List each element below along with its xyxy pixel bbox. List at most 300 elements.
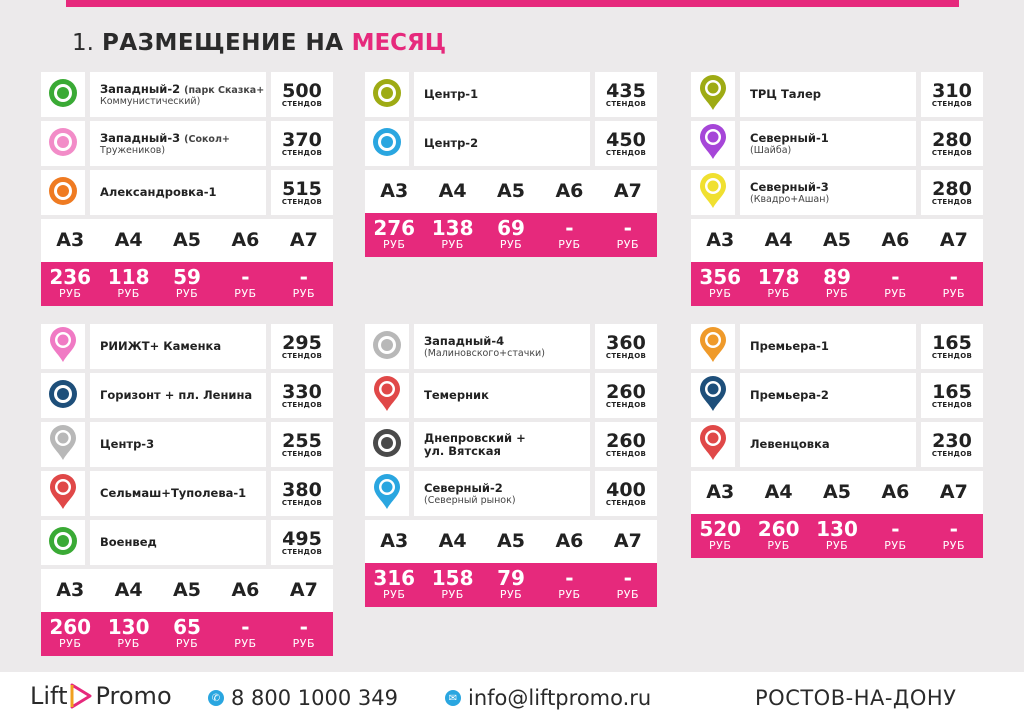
price-currency: РУБ — [558, 238, 581, 251]
location-name-text: Александровка-1 — [100, 185, 217, 199]
location-name — [100, 487, 266, 500]
location-name-text: Центр-2 — [424, 136, 479, 150]
stand-count: 435 — [606, 79, 646, 102]
stand-count-unit: СТЕНДОВ — [281, 449, 323, 458]
location-name-text: Северный-3 — [750, 179, 829, 194]
location-name — [424, 389, 590, 402]
stand-count-cell — [271, 170, 333, 215]
location-name-cell — [90, 324, 266, 369]
stand-count-unit: СТЕНДОВ — [605, 99, 647, 108]
stand-count-cell — [921, 422, 983, 467]
price-value: 178 — [757, 265, 800, 289]
price-cell — [749, 514, 807, 558]
pin-marker-icon — [699, 173, 727, 213]
location-name-cell — [90, 72, 266, 117]
size-label: A3 — [706, 229, 735, 251]
location-name-cell — [90, 373, 266, 418]
location-row — [41, 121, 333, 166]
price-cell — [808, 514, 866, 558]
location-row — [41, 422, 333, 467]
price-value: - — [299, 265, 308, 289]
pin-marker-icon — [373, 376, 401, 416]
location-group-6 — [691, 324, 983, 558]
price-value: - — [241, 615, 250, 639]
location-name-text: Днепровский + — [424, 430, 526, 445]
marker-cell — [41, 422, 85, 467]
location-detail: (Шайба) — [750, 144, 792, 156]
phone-icon: ✆ — [208, 690, 224, 706]
location-detail: (Малиновского+стачки) — [424, 347, 545, 359]
stand-count: 500 — [282, 79, 322, 102]
stand-count-cell — [271, 324, 333, 369]
price-currency: РУБ — [292, 287, 316, 300]
price-cell — [599, 213, 657, 257]
stand-count: 400 — [606, 478, 646, 501]
price-cell — [365, 563, 423, 607]
email-text: info@liftpromo.ru — [468, 686, 652, 710]
location-name — [424, 482, 590, 495]
price-cell — [99, 262, 157, 306]
footer — [0, 672, 1024, 725]
location-name-text: Западный-2 — [100, 81, 181, 96]
price-cell — [365, 213, 423, 257]
size-label: A5 — [823, 229, 851, 251]
size-label: A7 — [289, 229, 318, 251]
stand-count: 450 — [606, 128, 646, 151]
location-row — [41, 72, 333, 117]
stand-count-unit: СТЕНДОВ — [931, 197, 973, 206]
location-name-cell — [740, 170, 916, 215]
size-label: A4 — [438, 530, 467, 552]
location-name-cell — [740, 324, 916, 369]
location-name — [424, 432, 590, 445]
location-name-cell — [740, 422, 916, 467]
stand-count-cell — [595, 373, 657, 418]
location-name-text: Темерник — [424, 388, 489, 402]
price-cell — [99, 612, 157, 656]
location-name — [750, 389, 916, 402]
pin-marker-icon — [49, 327, 77, 367]
price-currency: РУБ — [383, 238, 406, 251]
location-detail: Тружеников) — [100, 144, 166, 156]
price-value: - — [891, 517, 900, 541]
location-group-3 — [691, 72, 983, 306]
price-value: 236 — [49, 265, 92, 289]
stand-count-cell — [595, 471, 657, 516]
location-group-1 — [41, 72, 333, 306]
location-name-cell — [414, 72, 590, 117]
price-currency: РУБ — [558, 588, 581, 601]
location-group-4 — [41, 324, 333, 656]
price-cell — [599, 563, 657, 607]
stand-count-unit: СТЕНДОВ — [281, 498, 323, 507]
stand-count-cell — [271, 121, 333, 166]
title-accent: МЕСЯЦ — [351, 30, 447, 56]
stand-count-cell — [921, 72, 983, 117]
stand-count: 280 — [932, 128, 972, 151]
location-row — [365, 373, 657, 418]
circle-marker-icon — [48, 176, 78, 210]
location-detail: (Квадро+Ашан) — [750, 193, 830, 205]
format-sizes-row — [365, 170, 657, 213]
logo-text-promo: Promo — [95, 682, 172, 710]
price-currency: РУБ — [884, 539, 907, 552]
location-name — [750, 340, 916, 353]
size-label: A6 — [231, 579, 260, 601]
location-detail-inline: (Сокол+ — [184, 133, 230, 145]
circle-marker-icon — [372, 127, 402, 161]
price-cell — [866, 514, 924, 558]
size-label: A4 — [764, 229, 793, 251]
size-label: A7 — [939, 229, 968, 251]
price-cell — [925, 262, 983, 306]
location-row — [691, 121, 983, 166]
location-name-text: Горизонт + пл. Ленина — [100, 388, 253, 402]
price-value: - — [891, 265, 900, 289]
circle-marker-icon — [48, 78, 78, 112]
pin-marker-icon — [373, 474, 401, 514]
price-cell — [275, 612, 333, 656]
footer-phone[interactable] — [208, 686, 398, 710]
price-value: 79 — [497, 566, 525, 590]
stand-count-unit: СТЕНДОВ — [281, 547, 323, 556]
location-name-text: Западный-3 — [100, 130, 181, 145]
price-cell — [691, 514, 749, 558]
pin-marker-icon — [699, 376, 727, 416]
stand-count-cell — [271, 72, 333, 117]
price-value: - — [949, 265, 958, 289]
price-currency: РУБ — [234, 637, 257, 650]
price-currency: РУБ — [884, 287, 907, 300]
price-currency: РУБ — [175, 287, 199, 300]
price-value: 89 — [823, 265, 851, 289]
location-row — [691, 324, 983, 369]
circle-marker-icon — [48, 526, 78, 560]
size-label: A7 — [289, 579, 318, 601]
stand-count-cell — [921, 373, 983, 418]
title-number: 1. — [72, 30, 94, 56]
size-label: A4 — [114, 229, 143, 251]
size-label: A5 — [497, 180, 525, 202]
stand-count-unit: СТЕНДОВ — [605, 449, 647, 458]
stand-count: 495 — [282, 527, 322, 550]
page-title — [72, 30, 446, 56]
mail-icon: ✉ — [445, 690, 461, 706]
marker-cell — [41, 520, 85, 565]
marker-cell — [41, 324, 85, 369]
stand-count: 165 — [932, 380, 972, 403]
marker-cell — [365, 471, 409, 516]
location-name — [100, 438, 266, 451]
price-value: - — [565, 566, 574, 590]
location-name-cell — [740, 72, 916, 117]
marker-cell — [41, 121, 85, 166]
pin-marker-icon — [699, 327, 727, 367]
price-value: 316 — [373, 566, 416, 590]
stand-count-cell — [595, 72, 657, 117]
location-name-text: РИИЖТ+ Каменка — [100, 339, 222, 353]
pin-marker-icon — [49, 474, 77, 514]
price-value: 260 — [757, 517, 800, 541]
location-row — [41, 373, 333, 418]
location-name — [424, 137, 590, 150]
stand-count-unit: СТЕНДОВ — [281, 148, 323, 157]
location-row — [365, 324, 657, 369]
location-name — [100, 186, 266, 199]
stand-count-unit: СТЕНДОВ — [281, 400, 323, 409]
top-accent-bar — [66, 0, 959, 7]
logo-text-lift: Lift — [30, 682, 68, 710]
pin-marker-icon — [699, 425, 727, 465]
stand-count-unit: СТЕНДОВ — [931, 449, 973, 458]
price-value: 260 — [49, 615, 92, 639]
stand-count-unit: СТЕНДОВ — [281, 99, 323, 108]
stand-count-cell — [271, 520, 333, 565]
format-sizes-row — [41, 219, 333, 262]
size-label: A6 — [231, 229, 260, 251]
price-cell — [41, 262, 99, 306]
location-group-5 — [365, 324, 657, 607]
location-row — [691, 72, 983, 117]
price-cell — [691, 262, 749, 306]
price-value: 130 — [816, 517, 858, 541]
stand-count: 370 — [282, 128, 322, 151]
location-name-line2: ул. Вятская — [424, 443, 501, 458]
size-label: A5 — [497, 530, 525, 552]
price-row — [41, 612, 333, 656]
location-name — [100, 132, 266, 145]
price-value: - — [623, 566, 632, 590]
price-cell — [423, 563, 481, 607]
price-value: 158 — [431, 566, 474, 590]
format-sizes-row — [691, 219, 983, 262]
stand-count-unit: СТЕНДОВ — [281, 351, 323, 360]
stand-count-cell — [921, 121, 983, 166]
circle-marker-icon — [48, 127, 78, 161]
pin-marker-icon — [699, 75, 727, 115]
location-name-cell — [740, 373, 916, 418]
marker-cell — [41, 471, 85, 516]
price-currency: РУБ — [942, 539, 966, 552]
price-row — [691, 514, 983, 558]
marker-cell — [365, 121, 409, 166]
price-cell — [749, 262, 807, 306]
stand-count: 515 — [282, 177, 322, 200]
price-currency: РУБ — [709, 287, 732, 300]
price-value: - — [565, 216, 574, 240]
price-currency: РУБ — [825, 287, 849, 300]
price-currency: РУБ — [616, 238, 640, 251]
price-value: 520 — [699, 517, 742, 541]
price-cell — [275, 262, 333, 306]
pin-marker-icon — [49, 425, 77, 465]
size-label: A6 — [555, 180, 584, 202]
location-name-cell — [740, 121, 916, 166]
location-name-text: Сельмаш+Туполева-1 — [100, 486, 247, 500]
marker-cell — [365, 72, 409, 117]
price-currency: РУБ — [441, 588, 464, 601]
location-row — [691, 373, 983, 418]
stand-count-cell — [921, 170, 983, 215]
location-name-cell — [90, 121, 266, 166]
size-label: A3 — [380, 530, 409, 552]
price-cell — [482, 213, 540, 257]
stand-count-unit: СТЕНДОВ — [605, 498, 647, 507]
location-row — [41, 471, 333, 516]
price-cell — [41, 612, 99, 656]
price-cell — [158, 262, 216, 306]
price-cell — [808, 262, 866, 306]
city-label: РОСТОВ-НА-ДОНУ — [755, 686, 957, 710]
brand-logo[interactable] — [30, 682, 172, 710]
price-value: 138 — [431, 216, 474, 240]
phone-text: 8 800 1000 349 — [231, 686, 398, 710]
circle-marker-icon — [372, 428, 402, 462]
price-currency: РУБ — [59, 637, 82, 650]
location-name-cell — [414, 121, 590, 166]
circle-marker-icon — [372, 78, 402, 112]
price-cell — [866, 262, 924, 306]
price-currency: РУБ — [383, 588, 406, 601]
price-currency: РУБ — [942, 287, 966, 300]
stand-count-unit: СТЕНДОВ — [931, 400, 973, 409]
location-name-cell — [414, 373, 590, 418]
price-currency: РУБ — [441, 238, 464, 251]
stand-count: 230 — [932, 429, 972, 452]
stand-count: 165 — [932, 331, 972, 354]
size-label: A3 — [380, 180, 409, 202]
location-row — [41, 520, 333, 565]
location-name-cell — [414, 422, 590, 467]
price-currency: РУБ — [709, 539, 732, 552]
location-name — [750, 438, 916, 451]
marker-cell — [41, 72, 85, 117]
price-row — [41, 262, 333, 306]
size-label: A7 — [613, 530, 642, 552]
stand-count: 360 — [606, 331, 646, 354]
location-row — [365, 121, 657, 166]
marker-cell — [365, 324, 409, 369]
price-value: 59 — [173, 265, 201, 289]
size-label: A3 — [56, 579, 85, 601]
price-currency: РУБ — [59, 287, 82, 300]
stand-count: 295 — [282, 331, 322, 354]
price-cell — [216, 262, 274, 306]
price-value: 69 — [497, 216, 525, 240]
price-currency: РУБ — [499, 588, 523, 601]
marker-cell — [691, 121, 735, 166]
price-currency: РУБ — [767, 287, 790, 300]
marker-cell — [691, 373, 735, 418]
location-name-cell — [90, 170, 266, 215]
stand-count-cell — [271, 422, 333, 467]
stand-count: 380 — [282, 478, 322, 501]
location-name-text: Премьера-1 — [750, 339, 829, 353]
location-row — [365, 72, 657, 117]
location-name-text: Военвед — [100, 535, 157, 549]
marker-cell — [691, 324, 735, 369]
location-name-text: ТРЦ Талер — [750, 87, 822, 101]
location-name — [100, 340, 266, 353]
stand-count: 280 — [932, 177, 972, 200]
size-label: A3 — [706, 481, 735, 503]
size-label: A4 — [764, 481, 793, 503]
price-cell — [925, 514, 983, 558]
marker-cell — [365, 422, 409, 467]
price-cell — [540, 563, 598, 607]
location-name-cell — [90, 471, 266, 516]
location-name — [424, 88, 590, 101]
stand-count-unit: СТЕНДОВ — [605, 400, 647, 409]
location-name-text: Западный-4 — [424, 333, 505, 348]
location-name — [100, 389, 266, 402]
stand-count: 310 — [932, 79, 972, 102]
location-group-2 — [365, 72, 657, 257]
play-logo-icon — [69, 683, 93, 709]
location-row — [41, 324, 333, 369]
location-name-text: Северный-1 — [750, 130, 829, 145]
stand-count: 255 — [282, 429, 322, 452]
stand-count-cell — [921, 324, 983, 369]
price-value: 65 — [173, 615, 201, 639]
stand-count-cell — [271, 471, 333, 516]
circle-marker-icon — [372, 330, 402, 364]
price-row — [691, 262, 983, 306]
size-label: A4 — [114, 579, 143, 601]
location-name — [100, 536, 266, 549]
location-name-cell — [90, 520, 266, 565]
location-name-cell — [414, 471, 590, 516]
price-currency: РУБ — [825, 539, 849, 552]
stand-count-cell — [595, 422, 657, 467]
price-currency: РУБ — [117, 637, 140, 650]
stand-count: 260 — [606, 429, 646, 452]
price-currency: РУБ — [175, 637, 199, 650]
location-name-text: Северный-2 — [424, 480, 503, 495]
location-row — [41, 170, 333, 215]
footer-email[interactable] — [445, 686, 651, 710]
stand-count: 260 — [606, 380, 646, 403]
price-cell — [423, 213, 481, 257]
price-cell — [216, 612, 274, 656]
location-name-cell — [414, 324, 590, 369]
price-value: - — [241, 265, 250, 289]
stand-count-cell — [271, 373, 333, 418]
location-name — [100, 83, 266, 96]
price-currency: РУБ — [234, 287, 257, 300]
stand-count-unit: СТЕНДОВ — [931, 351, 973, 360]
location-name-text: Премьера-2 — [750, 388, 829, 402]
price-value: 276 — [373, 216, 416, 240]
location-name-text: Центр-3 — [100, 437, 155, 451]
size-label: A3 — [56, 229, 85, 251]
price-currency: РУБ — [292, 637, 316, 650]
price-row — [365, 563, 657, 607]
format-sizes-row — [365, 520, 657, 563]
marker-cell — [365, 373, 409, 418]
stand-count-unit: СТЕНДОВ — [931, 148, 973, 157]
location-detail: Коммунистический) — [100, 95, 201, 107]
size-label: A7 — [939, 481, 968, 503]
price-cell — [482, 563, 540, 607]
location-row — [691, 422, 983, 467]
stand-count-cell — [595, 324, 657, 369]
price-currency: РУБ — [117, 287, 140, 300]
size-label: A6 — [881, 481, 910, 503]
price-currency: РУБ — [499, 238, 523, 251]
marker-cell — [41, 373, 85, 418]
stand-count-unit: СТЕНДОВ — [605, 351, 647, 360]
